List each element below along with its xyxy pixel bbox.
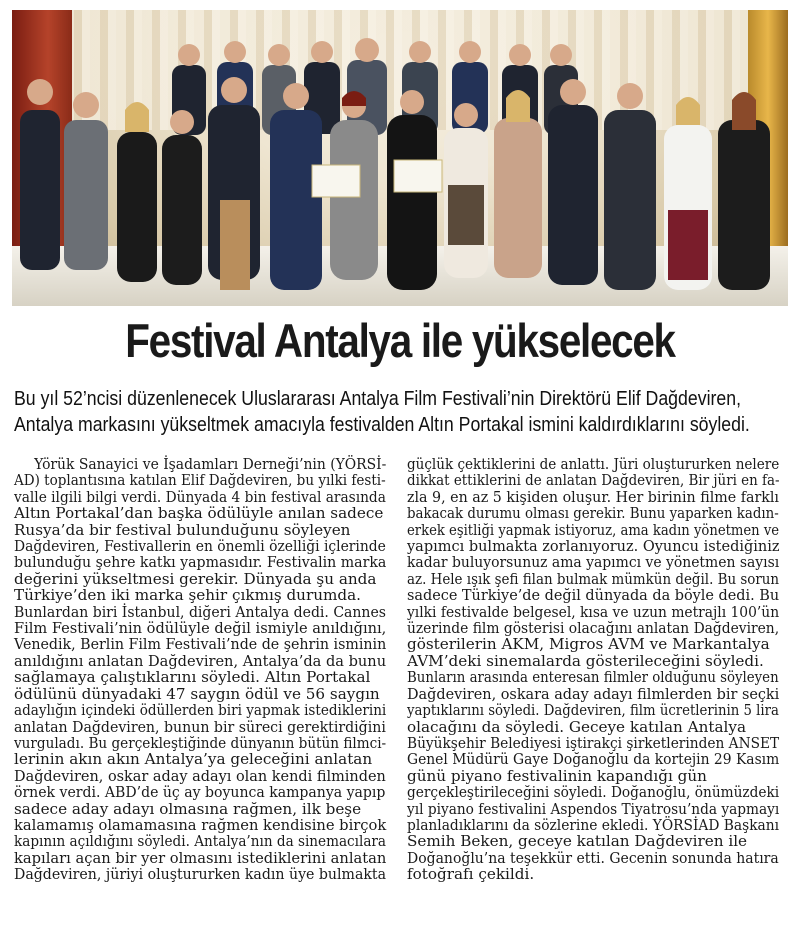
group-photo xyxy=(12,10,788,306)
text-line: adaylığın içindeki ödüllerden biri yapmak istediklerini xyxy=(14,701,387,720)
text-line: sadece aday adayı olmasına rağmen, ilk beşe xyxy=(14,799,362,818)
text-line: AVM’deki sinemalarda gösterileceğini söyledi. xyxy=(407,651,764,670)
text-line: yaptıklarını söyledi. Dağdeviren, film ücretlerinin 5 lira xyxy=(407,701,779,720)
text-line: Doğanoğlu’na teşekkür etti. Gecenin sonunda hatıra xyxy=(407,848,779,867)
text-line: günü piyano festivalinin kapandığı gün xyxy=(407,766,707,785)
text-line: kapının açıldığını söyledi. Antalya’nın da sinemacılara xyxy=(14,832,387,851)
text-line: lerinin akın akın Antalya’ya geleceğini anlatan xyxy=(14,750,373,769)
text-line: erkek eşitliği yapmak istiyoruz, ama kadın yönetmen ve xyxy=(407,520,780,539)
text-line: fotoğrafı çekildi. xyxy=(407,865,535,884)
text-line: örnek verdi. ABD’de üç ay boyunca kampanya yapıp xyxy=(14,783,386,802)
text-line: değerini yükseltmesi gerekir. Dünyada şu anda xyxy=(14,569,377,588)
text-line: yılki festivalde belgesel, kısa ve uzun metrajlı 100’ün xyxy=(407,602,780,621)
text-line: Venedik, Berlin Film Festivali’nde de şehrin isminin xyxy=(14,635,387,654)
article-column-right xyxy=(407,456,779,883)
text-line: zla 9, en az 5 kişiden oluşur. Her birinin filme farklı xyxy=(407,487,779,506)
text-line: Büyükşehir Belediyesi iştirakçi şirketlerinden ANSET xyxy=(407,733,780,752)
lead-line: Bu yıl 52’ncisi düzenlenecek Uluslararası Antalya Film Festivali’nin Direktörü Elif Dağdeviren, xyxy=(14,388,741,410)
text-line: gösterilerin AKM, Migros AVM ve Markantalya xyxy=(407,635,770,654)
text-line: kalamamış olamamasına rağmen kendisine birçok xyxy=(14,815,387,834)
text-line: kapıları açan bir yer olmasını istediklerini anlatan xyxy=(14,848,387,867)
text-line: Türkiye’den iki marka şehir çıkmış durumda. xyxy=(14,586,361,605)
text-line: üzerinde film gösterisi olacağını anlatan Dağdeviren, xyxy=(407,619,780,638)
text-line: vurguladı. Bu gerçekleştiğinde dünyanın bütün filmci- xyxy=(14,733,387,752)
text-line: Altın Portakal’dan başka ödülüyle anılan sadece xyxy=(14,504,384,523)
text-line: az. Hele ışık şefi filan bulmak mümkün değil. Bu sorun xyxy=(407,569,780,588)
text-line: sağlamaya çalıştıklarını söyledi. Altın Portakal xyxy=(14,668,371,687)
text-line: bakacak durumu olması gerekir. Bunu yaparken kadın- xyxy=(407,504,779,523)
text-line: planladıklarını da sözlerine ekledi. YÖRSİAD Başkanı xyxy=(407,815,780,834)
lead-line: Antalya markasını yükseltmek amacıyla festivalden Altın Portakal ismini kaldırdıklarını söyledi. xyxy=(14,414,750,436)
text-line: Dağdeviren, jüriyi oluştururken kadın üye bulmakta xyxy=(14,865,387,884)
text-line: Film Festivali’nin ödülüyle değil ismiyle anıldığını, xyxy=(14,619,387,638)
text-line: gerçekleştirileceğini söyledi. Doğanoğlu, önümüzdeki xyxy=(407,783,780,802)
text-line: Semih Beken, geceye katılan Dağdeviren ile xyxy=(407,832,748,851)
text-line: Rusya’da bir festival bulunduğunu söyleyen xyxy=(14,520,351,539)
text-line: Dağdeviren, oskara aday adayı filmlerden bir seçki xyxy=(407,684,780,703)
text-line: sadece Türkiye’de değil dünyada da böyle dedi. Bu xyxy=(407,586,780,605)
text-line: Genel Müdürü Gaye Doğanoğlu da kortejin 29 Kasım xyxy=(407,750,780,769)
people-illustration xyxy=(12,10,788,306)
text-line: kadar buluyorsunuz ama yapımcı ve yönetmen sayısı xyxy=(407,553,780,572)
text-line: Dağdeviren, Festivallerin en önemli özelliği içlerinde xyxy=(14,537,386,556)
text-line: Dağdeviren, oskar aday adayı olan kendi filminden xyxy=(14,766,386,785)
headline: Festival Antalya ile yükselecek xyxy=(125,314,675,367)
text-line: Yörük Sanayici ve İşadamları Derneği’nin (YÖRSİ- xyxy=(34,455,387,473)
text-line: Bunların arasında enteresan filmler olduğunu söyleyen xyxy=(407,668,779,687)
text-line: anıldığını anlatan Dağdeviren, Antalya’da da bunu xyxy=(14,651,387,670)
text-line: yapımcı bulmakta zorlanıyoruz. Oyuncu istediğiniz xyxy=(407,537,780,556)
text-line: güçlük çektiklerini de anlattı. Jüri oluştururken nelere xyxy=(407,455,780,473)
text-line: ödülünü dünyadaki 47 saygın ödül ve 56 saygın xyxy=(14,684,380,703)
text-line: bulunduğu şehre katkı yapmasıdır. Festivalin marka xyxy=(14,553,387,572)
lead-paragraph xyxy=(14,386,786,438)
text-line: dikkat ettiklerini de anlatan Dağdeviren, Bir jüri en fa- xyxy=(407,471,780,490)
text-line: olacağını da söyledi. Geceye katılan Antalya xyxy=(407,717,747,736)
text-line: valle ilgili bilgi verdi. Dünyada 4 bin festival arasında xyxy=(14,487,386,506)
text-line: yıl piyano festivalini Aspendos Tiyatrosu’nda yapmayı xyxy=(407,799,780,818)
text-line: anlatan Dağdeviren, bunun bir süreci gerektirdiğini xyxy=(14,717,386,736)
text-line: Bunlardan biri İstanbul, diğeri Antalya dedi. Cannes xyxy=(14,602,386,621)
article-column-left xyxy=(14,456,386,883)
text-line: AD) toplantısına katılan Elif Dağdeviren, bu yılki festi- xyxy=(14,471,386,490)
